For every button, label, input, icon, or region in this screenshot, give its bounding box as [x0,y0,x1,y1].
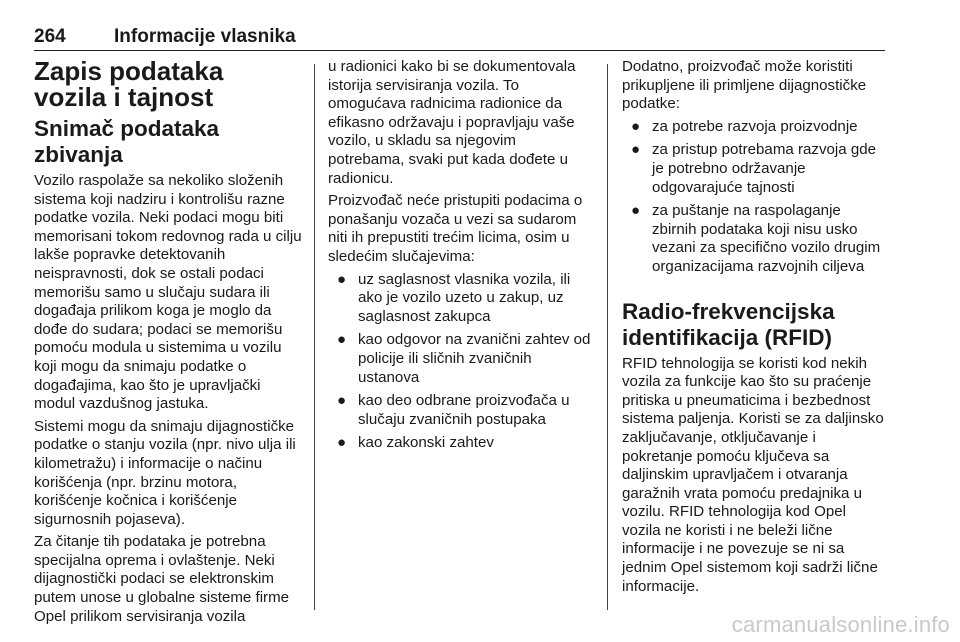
list-item: ● za potrebe razvoja proizvodnje [631,117,858,135]
column-divider-1 [314,64,315,610]
bullet-icon: ● [631,117,641,135]
paragraph: Proizvođač neće pristupiti podacima o ponašanju vozača u vezi sa sudarom niti ih prepustiti trećim licima, osim u sledećim slučajevima: [328,192,583,265]
paragraph: u radionici kako bi se dokumentovala istorija servisiranja vozila. To omogućava radnicima radionice da efikasno održavaju i popravljaju vaše vozilo, u skladu sa njegovim potrebama, svaki put kada dođete u radionicu. [328,58,576,187]
bullet-icon: ● [631,202,641,220]
watermark: carmanualsonline.info [731,612,950,637]
section-heading: Zapis podataka vozila i tajnost [34,56,224,112]
header-title: Informacije vlasnika [114,26,296,47]
bullet-icon: ● [337,270,347,288]
column-3 [622,58,886,600]
paragraph: Dodatno, proizvođač može koristiti prikupljene ili primljene dijagnostičke podatke: [622,58,867,113]
page-number: 264 [34,26,66,47]
bullet-list [328,271,596,453]
bullet-icon: ● [337,331,347,349]
page-header [34,26,885,51]
paragraph: Vozilo raspolaže sa nekoliko složenih sistema koji nadziru i kontrolišu razne podatke vozila. Neki podaci mogu biti memorisani tokom redovnog rada u cilju lakše popravke detektovanih neispravnosti, dok se ostali podaci memorišu samo u slučaju sudara ili događaja prilikom koga je moglo da dođe do sudara; podaci se memorišu pomoću modula u sistemima u vozilu koji mogu da snimaju podatke o događajima, kao što je upravljački modul vazdušnog jastuka. [34,172,302,413]
paragraph: RFID tehnologija se koristi kod nekih vozila za funkcije kao što su praćenje pritiska u pneumaticima i bezbednost sistema paljenja. Koristi se za daljinsko zaključavanje, otključavanje i pokretanje pomoću ključeva sa daljinskim upravljačem i otvaranja garažnih vrata pomoću predajnika u vozilu. RFID tehnologija kod Opel vozila ne koristi i ne beleži lične informacije i ne povezuje se ni sa jednim Opel sistemom koji sadrži lične informacije. [622,354,884,595]
list-item: ● kao deo odbrane proizvođača u slučaju zvaničnih postupaka [337,392,570,428]
paragraph: Sistemi mogu da snimaju dijagnostičke podatke o stanju vozila (npr. nivo ulja ili kilometražu) i informacije o načinu korišćenja (npr. brzinu motora, korišćenje kočnica i korišćenje sigurnosnih pojaseva). [34,417,296,528]
subsection-heading: Radio-frekvencijska identifikacija (RFID) [622,298,835,350]
bullet-icon: ● [631,141,641,159]
bullet-icon: ● [337,392,347,410]
column-1 [34,58,302,630]
list-item: ● za pristup potrebama razvoja gde je potrebno održavanje odgovarajuće tajnosti [631,141,877,196]
column-2 [328,58,596,459]
list-item: ● kao odgovor na zvanični zahtev od policije ili sličnih zvaničnih ustanova [337,331,591,386]
list-item: ● uz saglasnost vlasnika vozila, ili ako je vozilo uzeto u zakup, uz saglasnost zakupca [337,270,571,325]
bullet-icon: ● [337,434,347,452]
paragraph: Za čitanje tih podataka je potrebna specijalna oprema i ovlaštenje. Neki dijagnostički podaci se elektronskim putem unose u globalne sisteme firme Opel prilikom servisiranja vozila [34,533,290,625]
list-item: ● za puštanje na raspolaganje zbirnih podataka koji nisu usko vezani za specifično vozilo drugim organizacijama razvojnih ciljeva [631,202,881,275]
subsection-heading: Snimač podataka zbivanja [34,116,220,167]
column-divider-2 [607,64,608,610]
list-item: ● kao zakonski zahtev [337,434,494,452]
bullet-list [622,118,886,277]
